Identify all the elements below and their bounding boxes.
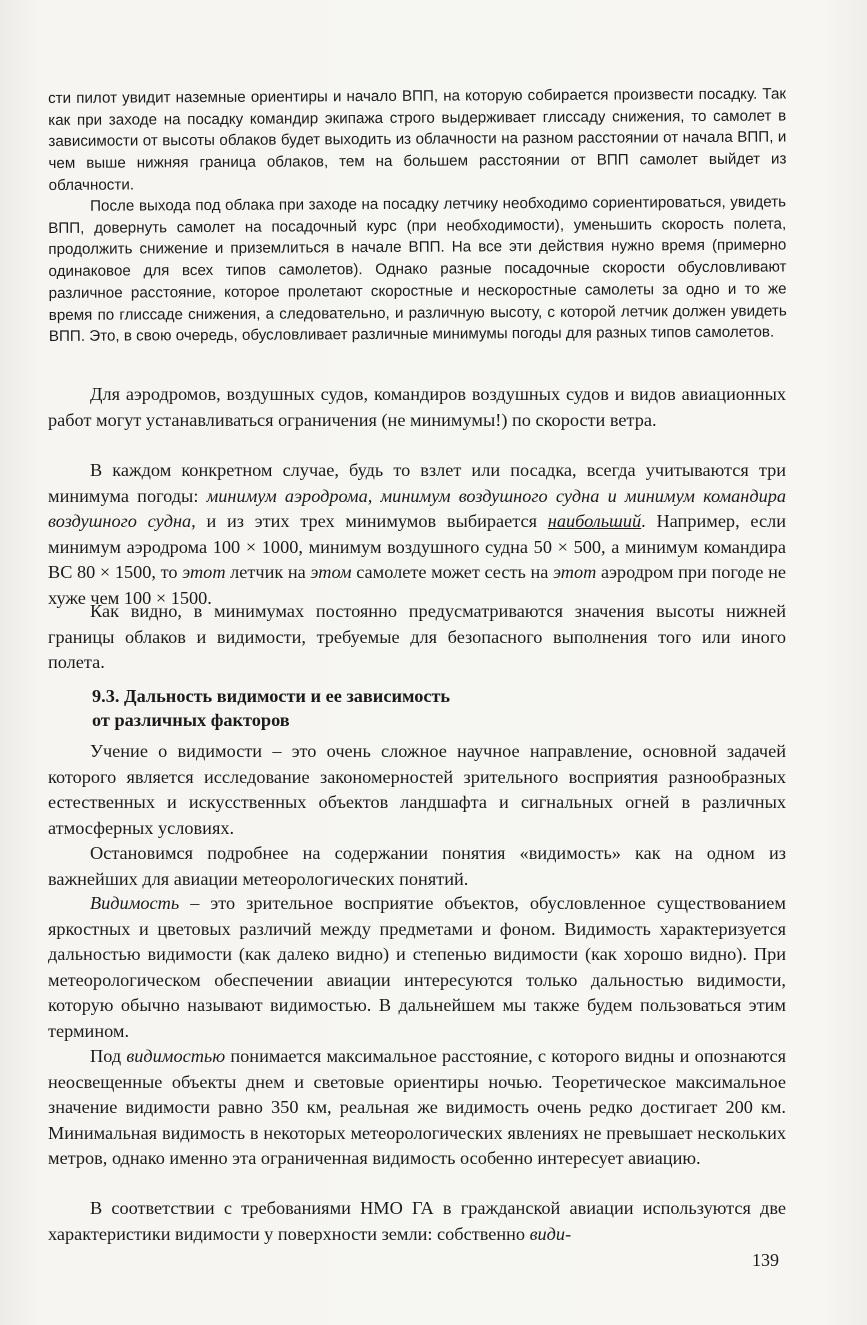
section-heading-line: от различных факторов (92, 709, 290, 730)
italic-term: видимостью (126, 1046, 226, 1066)
italic-term: этом (310, 562, 352, 583)
paragraph-three-minimums (48, 458, 786, 612)
paragraph-wind-limits (48, 382, 786, 433)
paragraph-text: Остановимся подробнее на содержании понятия «видимость» как на одном из важнейших для авиации метеорологических понятий. (48, 843, 786, 889)
paragraph-visibility-range (48, 1044, 786, 1172)
italic-term: види- (529, 1223, 572, 1244)
underlined-term: наибольший (547, 511, 642, 532)
paragraph-text: сти пилот увидит наземные ориентиры и начало ВПП, на которую собирается произвести посадку. Так как при заходе на посадку командир экипажа строго выдерживает глиссаду снижения, то самолет в зависимости от высоты облаков будет выходить из облачности на разном расстоянии от начала ВПП, и чем выше нижняя граница облаков, тем на большем расстоянии от ВПП самолет выйдет из облачности. (48, 85, 787, 194)
text-run: понимается максимальное расстояние, с которого видны и опознаются неосвещенные объекты днем и световые ориентиры ночью. Теоретическое максимальное значение видимости равно 350 км, реальная же видимость очень редко достигает 200 км. Минимальная видимость в некоторых метеорологических явлениях не превышает нескольких метров, однако именно эта ограниченная видимость особенно интересует авиацию. (48, 1046, 787, 1169)
text-run: Под (90, 1046, 127, 1066)
italic-term: этот (182, 562, 226, 583)
paragraph-text: Учение о видимости – это очень сложное научное направление, основной задачей которого является исследование закономерностей зрительного восприятия разнообразных естественных и искусственных объектов ландшафта и сигнальных огней в различных атмосферных условиях. (48, 741, 786, 838)
text-run: – это зрительное восприятие объектов, обусловленное существованием яркостных и цветовых различий между предметами и фоном. Видимость характеризуется дальностью видимости (как далеко видно) и степенью видимости (как хорошо видно). При метеорологическом обеспечении авиации интересуются только дальностью видимости, которую обычно называют видимостью. В дальнейшем мы также будем пользоваться этим термином. (48, 893, 786, 1041)
text-run: В каждом конкретном случае, будь то взлет или посадка, всегда учитываются три минимума погоды: (48, 460, 786, 506)
paragraph-minimums-values (48, 599, 786, 676)
section-heading-line: 9.3. Дальность видимости и ее зависимость (92, 686, 451, 706)
section-heading (92, 685, 652, 732)
paragraph-visibility-definition (48, 891, 786, 1045)
paragraph-text: Для аэродромов, воздушных судов, командиров воздушных судов и видов авиационных работ могут устанавливаться ограничения (не минимумы!) по скорости ветра. (48, 384, 786, 430)
page-number: 139 (752, 1250, 779, 1270)
text-run: . Например, если минимум аэродрома 100 × 1000, минимум воздушного судна 50 × 500, а минимум командира ВС 80 × 1500, то (48, 511, 786, 583)
paragraph-after-clouds (48, 191, 787, 347)
text-run: В соответствии с требованиями НМО ГА в гражданской авиации используются две характеристики видимости у поверхности земли: собственно (48, 1198, 786, 1244)
text-run: летчик на (225, 562, 311, 583)
text-run: и из этих трех минимумов выбирается (195, 511, 548, 532)
italic-term: минимум аэродрома, минимум воздушного судна и минимум командира воздушного судна, (48, 485, 786, 532)
paragraph-visibility-study (48, 739, 786, 841)
text-run: аэродром при погоде не хуже чем 100 × 1500. (48, 562, 786, 608)
paragraph-text: Как видно, в минимумах постоянно предусматриваются значения высоты нижней границы облаков и видимости, требуемые для безопасного выполнения того или иного полета. (48, 601, 786, 673)
paragraph-continued (48, 83, 787, 196)
italic-term: этот (552, 562, 597, 583)
paragraph-text: После выхода под облака при заходе на посадку летчику необходимо сориентироваться, увидеть ВПП, довернуть самолет на посадочный курс (при необходимости), уменьшить скорость полета, продолжить снижение и приземлиться в начале ВПП. На все эти действия нужно время (примерно одинаковое для всех типов самолетов). Однако разные посадочные скорости обусловливают различное расстояние, которое пролетают скоростные и нескоростные самолеты за одно и то же время по глиссаде снижения, а следовательно, и различную высоту, с которой летчик должен увидеть ВПП. Это, в свою очередь, обусловливает различные минимумы погоды для разных типов самолетов. (48, 193, 787, 346)
paragraph-nmo-requirements (48, 1196, 786, 1247)
paragraph-visibility-concept (48, 841, 786, 892)
text-run: самолете может сесть на (351, 562, 553, 583)
italic-term: Видимость (90, 893, 180, 913)
